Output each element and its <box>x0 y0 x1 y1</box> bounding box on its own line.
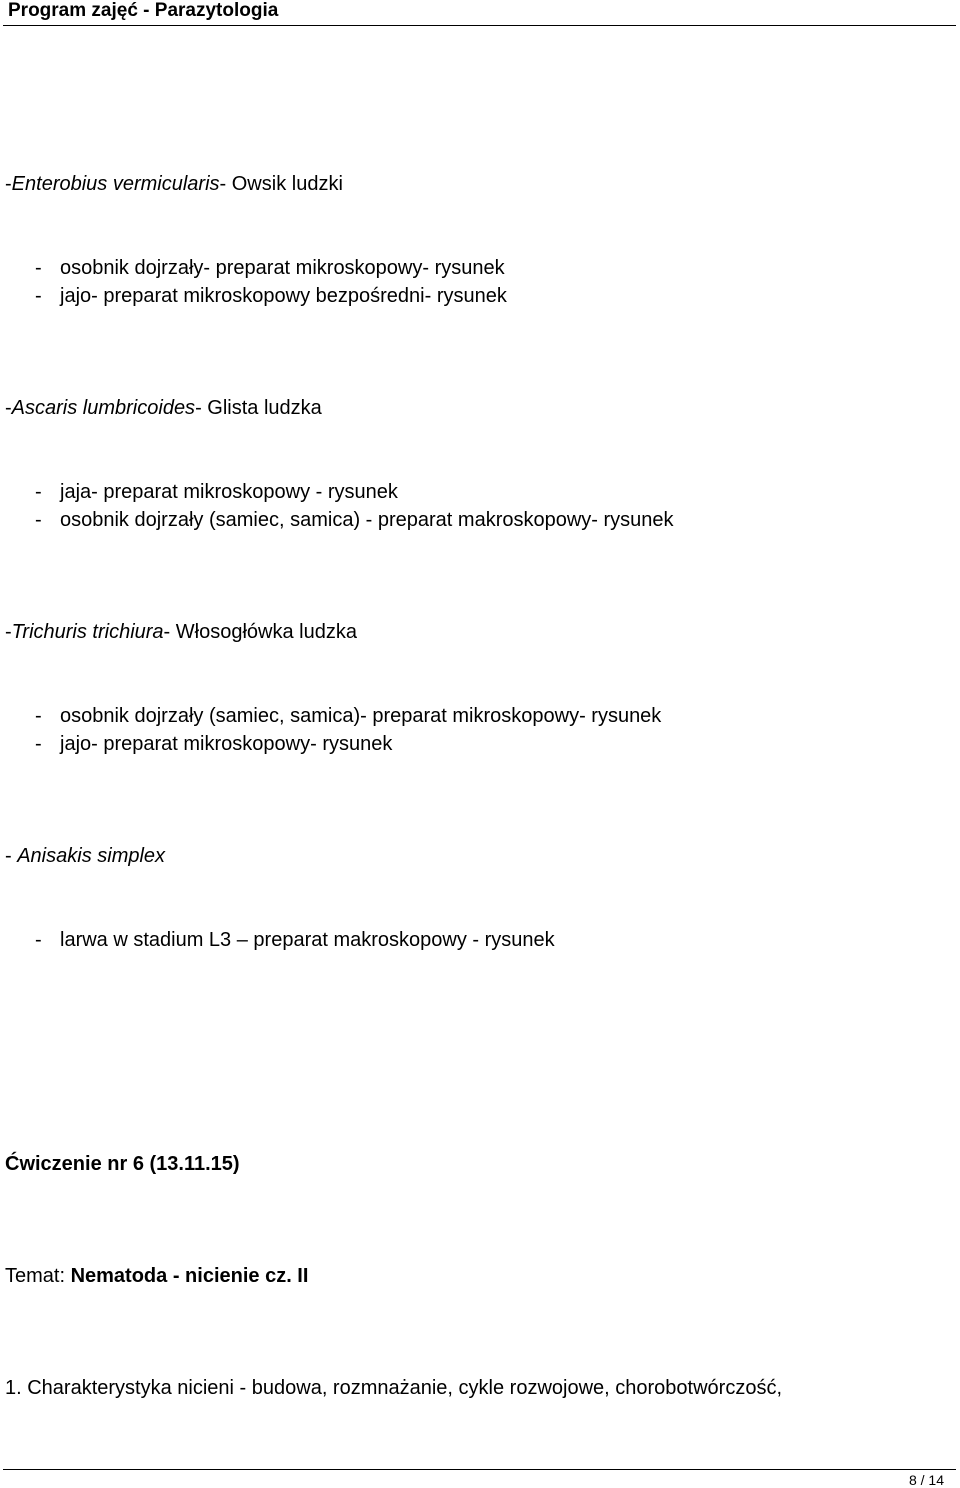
species-heading-trichuris <box>5 620 357 644</box>
exercise-heading: Ćwiczenie nr 6 (13.11.15) <box>5 1153 240 1175</box>
bullet-dash: - <box>35 285 42 307</box>
page-title: Program zajęć - Parazytologia <box>8 0 279 21</box>
page-number: 8 / 14 <box>908 1472 944 1488</box>
list-item-text: osobnik dojrzały (samiec, samica) - preparat makroskopowy- rysunek <box>60 509 674 531</box>
species-common-name: - Włosogłówka ludzka <box>163 621 357 643</box>
exercise-point-1: 1. Charakterystyka nicieni - budowa, rozmnażanie, cykle rozwojowe, chorobotwórczość, <box>5 1377 783 1399</box>
species-dash: - <box>5 621 12 643</box>
list-item-text: osobnik dojrzały- preparat mikroskopowy- rysunek <box>60 257 505 279</box>
exercise-topic <box>5 1264 308 1288</box>
list-item-text: osobnik dojrzały (samiec, samica)- preparat mikroskopowy- rysunek <box>60 705 662 727</box>
species-dash: - <box>5 173 12 195</box>
footer-divider <box>3 1469 956 1470</box>
species-latin-name: Trichuris trichiura <box>11 621 164 643</box>
list-item <box>35 508 674 532</box>
list-item <box>35 284 507 308</box>
bullet-dash: - <box>35 733 42 755</box>
list-item-text: jaja- preparat mikroskopowy - rysunek <box>60 481 398 503</box>
species-heading-enterobius <box>5 172 343 196</box>
list-item-text: jajo- preparat mikroskopowy bezpośredni- rysunek <box>60 285 507 307</box>
list-item <box>35 704 661 728</box>
species-dash: - <box>5 397 12 419</box>
species-common-name: - Owsik ludzki <box>219 173 343 195</box>
header-divider <box>3 25 956 26</box>
list-item <box>35 732 392 756</box>
list-item <box>35 928 555 952</box>
bullet-dash: - <box>35 705 42 727</box>
bullet-dash: - <box>35 481 42 503</box>
bullet-dash: - <box>35 509 42 531</box>
species-heading-ascaris <box>5 396 322 420</box>
species-latin-name: Ascaris lumbricoides <box>11 397 196 419</box>
species-heading-anisakis <box>5 844 165 868</box>
bullet-dash: - <box>35 929 42 951</box>
topic-value: Nematoda - nicienie cz. II <box>70 1265 309 1287</box>
bullet-dash: - <box>35 257 42 279</box>
list-item <box>35 256 505 280</box>
topic-label: Temat: <box>5 1265 71 1287</box>
list-item-text: larwa w stadium L3 – preparat makroskopowy - rysunek <box>60 929 555 951</box>
species-latin-name: Enterobius vermicularis <box>11 173 220 195</box>
species-latin-name: Anisakis simplex <box>17 845 166 867</box>
list-item-text: jajo- preparat mikroskopowy- rysunek <box>60 733 393 755</box>
species-dash: - <box>5 845 18 867</box>
list-item <box>35 480 398 504</box>
species-common-name: - Glista ludzka <box>195 397 322 419</box>
